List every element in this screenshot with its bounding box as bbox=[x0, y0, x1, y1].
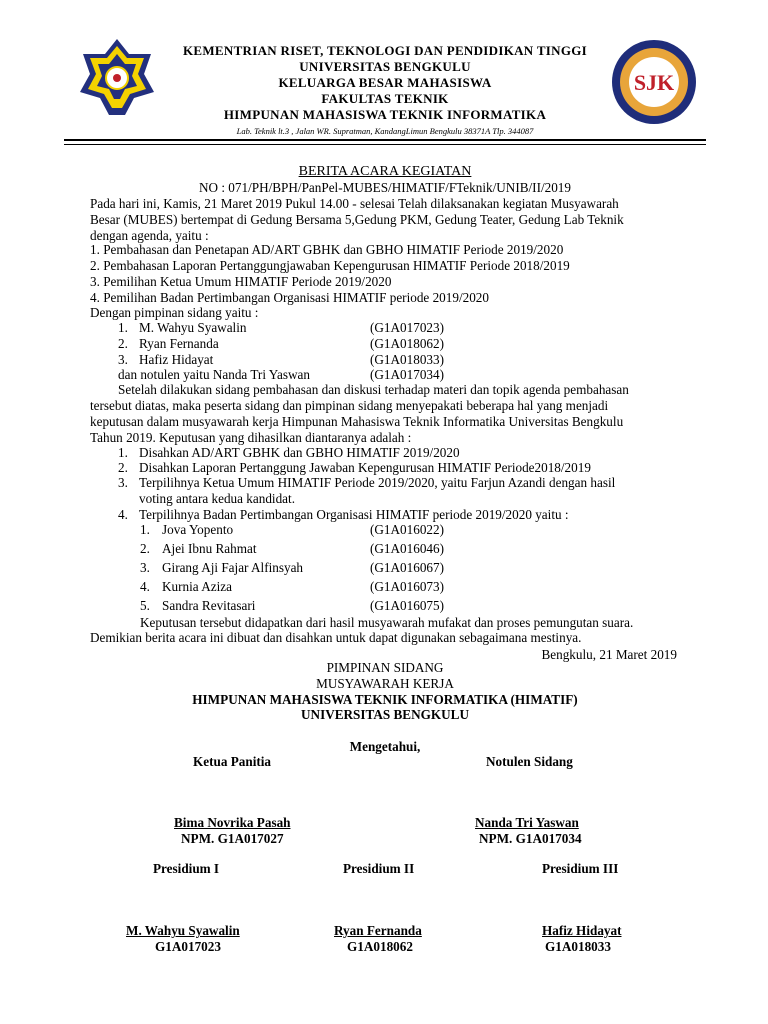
notulen-npm: NPM. G1A017034 bbox=[479, 831, 582, 846]
header-kbm: KELUARGA BESAR MAHASISWA bbox=[278, 75, 492, 90]
ketua-name: Bima Novrika Pasah bbox=[174, 815, 291, 830]
header-university: UNIVERSITAS BENGKULU bbox=[299, 59, 471, 74]
presidium3-title: Presidium III bbox=[542, 861, 619, 876]
decision-num: 1. bbox=[118, 445, 128, 460]
header-address: Lab. Teknik lt.3 , Jalan WR. Supratman, KandangLimun Bengkulu 38371A Tlp. 344087 bbox=[236, 126, 534, 136]
para-line: Setelah dilakukan sidang pembahasan dan diskusi terhadap materi dan topik agenda pembahasan bbox=[118, 382, 629, 397]
decision-text: Terpilihnya Badan Pertimbangan Organisasi HIMATIF periode 2019/2020 yaitu : bbox=[139, 507, 569, 522]
intro-line: Pada hari ini, Kamis, 21 Maret 2019 Pukul 14.00 - selesai Telah dilaksanakan kegiatan Musyawarah bbox=[90, 196, 619, 211]
bpo-num: 4. bbox=[140, 579, 150, 594]
ketua-title: Ketua Panitia bbox=[193, 754, 272, 769]
bpo-npm: (G1A016022) bbox=[370, 522, 444, 537]
ketua-npm: NPM. G1A017027 bbox=[181, 831, 284, 846]
notulen-line: dan notulen yaitu Nanda Tri Yaswan bbox=[118, 367, 310, 382]
agenda-item: 2. Pembahasan Laporan Pertanggungjawaban Kepengurusan HIMATIF Periode 2018/2019 bbox=[90, 258, 570, 273]
header-rule-thick bbox=[64, 139, 706, 141]
presidium2-npm: G1A018062 bbox=[347, 939, 413, 954]
chair-name: Hafiz Hidayat bbox=[139, 352, 214, 367]
closing-line: Demikian berita acara ini dibuat dan disahkan untuk dapat digunakan sebagaimana mestinya. bbox=[90, 630, 582, 645]
bpo-name: Girang Aji Fajar Alfinsyah bbox=[162, 560, 304, 575]
notulen-npm: (G1A017034) bbox=[370, 367, 444, 382]
presidium3-npm: G1A018033 bbox=[545, 939, 611, 954]
decision-num: 2. bbox=[118, 460, 128, 475]
sign-heading: MUSYAWARAH KERJA bbox=[316, 676, 454, 691]
intro-line: dengan agenda, yaitu : bbox=[90, 228, 209, 243]
chair-num: 1. bbox=[118, 320, 128, 335]
bpo-npm: (G1A016075) bbox=[370, 598, 444, 613]
bpo-name: Jova Yopento bbox=[162, 522, 234, 537]
para-line: Tahun 2019. Keputusan yang dihasilkan diantaranya adalah : bbox=[90, 430, 412, 445]
sign-heading: HIMPUNAN MAHASISWA TEKNIK INFORMATIKA (HIMATIF) bbox=[192, 692, 578, 707]
sign-heading: UNIVERSITAS BENGKULU bbox=[301, 707, 469, 722]
bpo-name: Kurnia Aziza bbox=[162, 579, 232, 594]
presidium1-npm: G1A017023 bbox=[155, 939, 221, 954]
sign-heading: PIMPINAN SIDANG bbox=[326, 660, 444, 675]
chair-npm: (G1A018033) bbox=[370, 352, 444, 367]
intro-line: Besar (MUBES) bertempat di Gedung Bersama 5,Gedung PKM, Gedung Teater, Gedung Lab Teknik bbox=[90, 212, 624, 227]
agenda-item: 4. Pemilihan Badan Pertimbangan Organisasi HIMATIF periode 2019/2020 bbox=[90, 290, 489, 305]
closing-line: Keputusan tersebut didapatkan dari hasil musyawarah mufakat dan proses pemungutan suara. bbox=[140, 615, 634, 630]
bpo-name: Ajei Ibnu Rahmat bbox=[162, 541, 257, 556]
chair-name: M. Wahyu Syawalin bbox=[139, 320, 247, 335]
mengetahui-label: Mengetahui, bbox=[349, 739, 421, 754]
presidium1-name: M. Wahyu Syawalin bbox=[126, 923, 240, 938]
presidium1-title: Presidium I bbox=[153, 861, 220, 876]
header-rule-thin bbox=[64, 144, 706, 145]
document-title: BERITA ACARA KEGIATAN bbox=[298, 164, 472, 179]
decision-num: 3. bbox=[118, 475, 128, 490]
bpo-num: 3. bbox=[140, 560, 150, 575]
header-faculty: FAKULTAS TEKNIK bbox=[321, 91, 449, 106]
para-line: tersebut diatas, maka peserta sidang dan pimpinan sidang menyepakati beberapa hal yang menjadi bbox=[90, 398, 609, 413]
chairs-intro: Dengan pimpinan sidang yaitu : bbox=[90, 305, 259, 320]
decision-text: Disahkan AD/ART GBHK dan GBHO HIMATIF 2019/2020 bbox=[139, 445, 460, 460]
header-ministry: KEMENTRIAN RISET, TEKNOLOGI DAN PENDIDIKAN TINGGI bbox=[182, 43, 588, 58]
presidium2-name: Ryan Fernanda bbox=[334, 923, 422, 938]
bpo-npm: (G1A016067) bbox=[370, 560, 444, 575]
header-himpunan: HIMPUNAN MAHASISWA TEKNIK INFORMATIKA bbox=[223, 107, 547, 122]
logo-letters: SJK bbox=[633, 70, 675, 95]
decision-num: 4. bbox=[118, 507, 128, 522]
university-logo bbox=[76, 36, 158, 118]
himatif-logo bbox=[610, 38, 698, 126]
bpo-num: 1. bbox=[140, 522, 150, 537]
presidium2-title: Presidium II bbox=[343, 861, 415, 876]
notulen-title: Notulen Sidang bbox=[486, 754, 573, 769]
notulen-name: Nanda Tri Yaswan bbox=[475, 815, 579, 830]
chair-npm: (G1A018062) bbox=[370, 336, 444, 351]
agenda-item: 1. Pembahasan dan Penetapan AD/ART GBHK dan GBHO HIMATIF Periode 2019/2020 bbox=[90, 242, 564, 257]
document-number: NO : 071/PH/BPH/PanPel-MUBES/HIMATIF/FTeknik/UNIB/II/2019 bbox=[198, 180, 571, 195]
chair-num: 2. bbox=[118, 336, 128, 351]
para-line: keputusan dalam musyawarah kerja Himpunan Mahasiswa Teknik Informatika Universitas Bengkulu bbox=[90, 414, 624, 429]
bpo-npm: (G1A016046) bbox=[370, 541, 444, 556]
place-date: Bengkulu, 21 Maret 2019 bbox=[541, 647, 677, 662]
chair-name: Ryan Fernanda bbox=[139, 336, 219, 351]
decision-text: Terpilihnya Ketua Umum HIMATIF Periode 2019/2020, yaitu Farjun Azandi dengan hasil bbox=[139, 475, 616, 490]
bpo-num: 2. bbox=[140, 541, 150, 556]
chair-num: 3. bbox=[118, 352, 128, 367]
decision-text-cont: voting antara kedua kandidat. bbox=[139, 491, 295, 506]
agenda-item: 3. Pemilihan Ketua Umum HIMATIF Periode 2019/2020 bbox=[90, 274, 392, 289]
bpo-name: Sandra Revitasari bbox=[162, 598, 256, 613]
presidium3-name: Hafiz Hidayat bbox=[542, 923, 622, 938]
decision-text: Disahkan Laporan Pertanggung Jawaban Kepengurusan HIMATIF Periode2018/2019 bbox=[139, 460, 591, 475]
bpo-npm: (G1A016073) bbox=[370, 579, 444, 594]
bpo-num: 5. bbox=[140, 598, 150, 613]
chair-npm: (G1A017023) bbox=[370, 320, 444, 335]
